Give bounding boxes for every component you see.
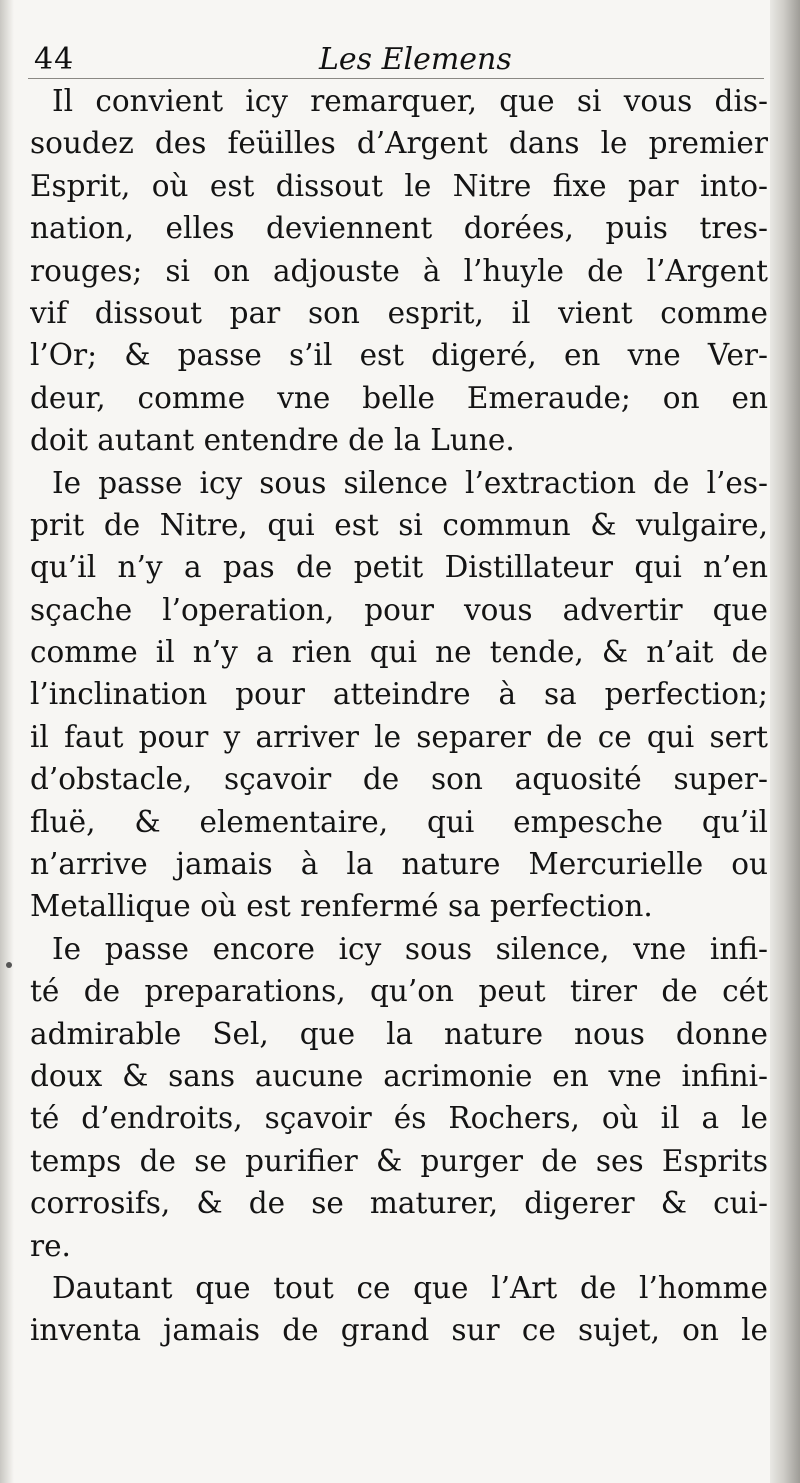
- margin-mark: [6, 962, 12, 968]
- text-line: Metallique où est renfermé sa perfection.: [30, 889, 653, 924]
- text-line: qu’il n’y a pas de petit Distillateur qui n’en: [30, 550, 768, 585]
- text-line: Dautant que tout ce que l’Art de l’homme: [52, 1270, 768, 1305]
- text-line: corrosifs, & de se maturer, digerer & cui-: [30, 1186, 768, 1221]
- running-title: Les Elemens: [319, 42, 512, 77]
- head-rule: [28, 78, 764, 79]
- text-line: temps de se purifier & purger de ses Esprits: [30, 1143, 768, 1178]
- text-line: Ie passe encore icy sous silence, vne infi-: [52, 931, 768, 966]
- text-line: vif dissout par son esprit, il vient comme: [30, 295, 768, 330]
- text-line: deur, comme vne belle Emeraude; on en: [30, 380, 768, 415]
- body-text: [30, 80, 768, 1352]
- text-line: Ie passe icy sous silence l’extraction de l’es-: [52, 465, 768, 500]
- text-line: rouges; si on adjouste à l’huyle de l’Argent: [30, 253, 768, 288]
- text-line: l’inclination pour atteindre à sa perfection;: [30, 677, 768, 712]
- text-line: soudez des feüilles d’Argent dans le premier: [30, 126, 768, 161]
- text-line: doux & sans aucune acrimonie en vne infini-: [30, 1058, 768, 1093]
- text-line: té d’endroits, sçavoir és Rochers, où il a le: [30, 1101, 768, 1136]
- text-line: doit autant entendre de la Lune.: [30, 423, 515, 458]
- binding-gutter: [770, 0, 800, 1483]
- text-line: comme il n’y a rien qui ne tende, & n’ait de: [30, 635, 768, 670]
- text-line: l’Or; & passe s’il est digeré, en vne Ver-: [30, 338, 768, 373]
- page-edge-shadow: [0, 0, 14, 1483]
- text-line: fluë, & elementaire, qui empesche qu’il: [30, 804, 768, 839]
- text-line: sçache l’operation, pour vous advertir que: [30, 592, 768, 627]
- text-line: Il convient icy remarquer, que si vous dis-: [52, 84, 768, 118]
- text-line: inventa jamais de grand sur ce sujet, on le: [30, 1313, 768, 1348]
- text-line: il faut pour y arriver le separer de ce qui sert: [30, 719, 768, 754]
- text-line: prit de Nitre, qui est si commun & vulgaire,: [30, 507, 768, 542]
- text-line: admirable Sel, que la nature nous donne: [30, 1016, 768, 1051]
- text-line: té de preparations, qu’on peut tirer de cét: [30, 974, 768, 1009]
- text-line: Esprit, où est dissout le Nitre fixe par into-: [30, 168, 768, 203]
- text-line: nation, elles deviennent dorées, puis tres-: [30, 211, 768, 246]
- page-number: 44: [34, 42, 75, 77]
- text-line: re.: [30, 1228, 71, 1263]
- text-line: d’obstacle, sçavoir de son aquosité super-: [30, 762, 768, 797]
- text-line: n’arrive jamais à la nature Mercurielle ou: [30, 847, 768, 882]
